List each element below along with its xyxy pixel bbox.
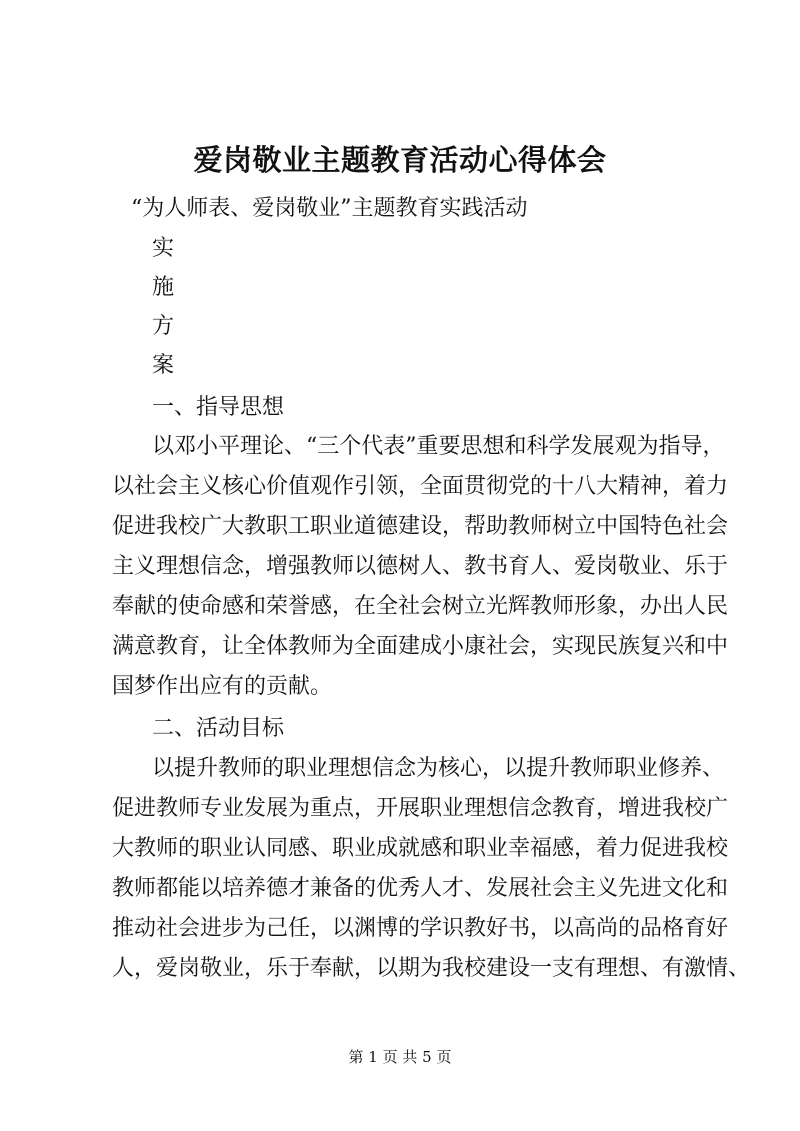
paragraph-line: 促进我校广大教职工职业道德建设，帮助教师树立中国特色社会 — [112, 514, 729, 539]
paragraph-line: 满意教育，让全体教师为全面建成小康社会，实现民族复兴和中 — [112, 634, 729, 659]
paragraph-line: 以提升教师的职业理想信念为核心，以提升教师职业修养、 — [152, 756, 725, 781]
paragraph-line: 国梦作出应有的贡献。 — [112, 674, 333, 699]
section-heading: 一、指导思想 — [152, 395, 285, 420]
document-subtitle: “为人师表、爱岗敬业”主题教育实践活动 — [131, 196, 528, 221]
paragraph-line: 以社会主义核心价值观作引领，全面贯彻党的十八大精神，着力 — [112, 474, 729, 499]
page-number-footer: 第 1 页 共 5 页 — [348, 1048, 452, 1066]
paragraph-line: 促进教师专业发展为重点，开展职业理想信念教育，增进我校广 — [112, 796, 729, 821]
paragraph-line: 以邓小平理论、“三个代表”重要思想和科学发展观为指导， — [152, 434, 725, 459]
paragraph-line: 教师都能以培养德才兼备的优秀人才、发展社会主义先进文化和 — [112, 876, 729, 901]
section-heading: 二、活动目标 — [152, 716, 285, 741]
paragraph-line: 推动社会进步为己任，以渊博的学识教好书，以高尚的品格育好 — [112, 916, 729, 941]
paragraph-line: 主义理想信念，增强教师以德树人、教书育人、爱岗敬业、乐于 — [112, 554, 729, 579]
document-title: 爱岗敬业主题教育活动心得体会 — [193, 143, 607, 177]
vertical-heading-char: 实 — [152, 236, 175, 261]
vertical-heading-char: 方 — [152, 314, 175, 339]
vertical-heading-char: 施 — [152, 275, 175, 300]
paragraph-line: 奉献的使命感和荣誉感，在全社会树立光辉教师形象，办出人民 — [112, 594, 729, 619]
vertical-heading-char: 案 — [152, 353, 175, 378]
paragraph-line: 人，爱岗敬业，乐于奉献，以期为我校建设一支有理想、有激情、 — [112, 956, 751, 981]
paragraph-line: 大教师的职业认同感、职业成就感和职业幸福感，着力促进我校 — [112, 836, 729, 861]
